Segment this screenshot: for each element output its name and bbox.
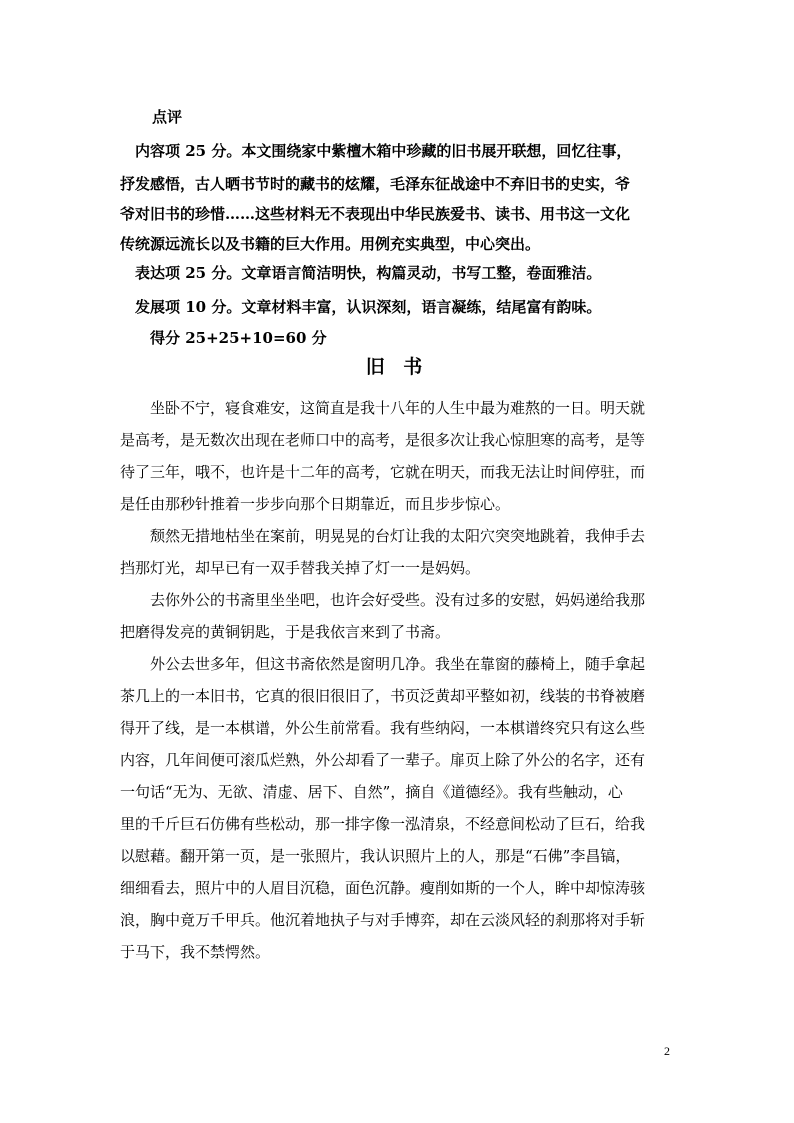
review-line: 传统源远流长以及书籍的巨大作用。用例充实典型，中心突出。 xyxy=(120,235,541,253)
review-heading: 点评 xyxy=(152,108,183,126)
review-line: 抒发感悟，古人晒书节时的藏书的炫耀，毛泽东征战途中不弃旧书的史实，爷 xyxy=(120,175,631,193)
review-line: 表达项 25 分。文章语言简洁明快，构篇灵动，书写工整，卷面雅洁。 xyxy=(120,264,602,282)
essay-line: 细细看去，照片中的人眉目沉稳，面色沉静。瘦削如斯的一个人，眸中却惊涛骇 xyxy=(120,879,646,897)
essay-line: 里的千斤巨石仿佛有些松动，那一排字像一泓清泉，不经意间松动了巨石，给我 xyxy=(120,815,646,833)
essay-line: 得开了线，是一本棋谱，外公生前常看。我有些纳闷，一本棋谱终究只有这么些 xyxy=(120,719,646,737)
essay-line: 内容，几年间便可滚瓜烂熟，外公却看了一辈子。扉页上除了外公的名字，还有 xyxy=(120,751,646,769)
essay-line: 颓然无措地枯坐在案前，明晃晃的台灯让我的太阳穴突突地跳着，我伸手去 xyxy=(120,527,646,545)
essay-line: 一句话“无为、无欲、清虚、居下、自然”，摘自《道德经》。我有些触动，心 xyxy=(120,783,623,801)
essay-line: 茶几上的一本旧书，它真的很旧很旧了，书页泛黄却平整如初，线装的书脊被磨 xyxy=(120,687,646,705)
essay-line: 外公去世多年，但这书斋依然是窗明几净。我坐在靠窗的藤椅上，随手拿起 xyxy=(120,655,646,673)
essay-line: 坐卧不宁，寝食难安，这简直是我十八年的人生中最为难熬的一日。明天就 xyxy=(120,399,646,417)
page-number: 2 xyxy=(664,1044,670,1058)
essay-title: 旧 书 xyxy=(365,356,429,378)
essay-line: 浪，胸中竟万千甲兵。他沉着地执子与对手博弈，却在云淡风轻的刹那将对手斩 xyxy=(120,911,646,929)
essay-line: 把磨得发亮的黄铜钥匙，于是我依言来到了书斋。 xyxy=(120,623,451,641)
review-line: 发展项 10 分。文章材料丰富，认识深刻，语言凝练，结尾富有韵味。 xyxy=(120,298,602,316)
essay-line: 是任由那秒针推着一步步向那个日期靠近，而且步步惊心。 xyxy=(120,495,511,513)
essay-line: 是高考，是无数次出现在老师口中的高考，是很多次让我心惊胆寒的高考，是等 xyxy=(120,431,646,449)
essay-line: 以慰藉。翻开第一页，是一张照片，我认识照片上的人，那是“石佛”李昌镐， xyxy=(120,847,631,865)
essay-line: 待了三年，哦不，也许是十二年的高考，它就在明天，而我无法让时间停驻，而 xyxy=(120,463,646,481)
essay-line: 去你外公的书斋里坐坐吧，也许会好受些。没有过多的安慰，妈妈递给我那 xyxy=(120,591,646,609)
review-score: 得分 25+25+10=60 分 xyxy=(120,329,327,347)
essay-line: 挡那灯光，却早已有一双手替我关掉了灯一一是妈妈。 xyxy=(120,559,481,577)
review-line: 内容项 25 分。本文围绕家中紫檀木箱中珍藏的旧书展开联想，回忆往事， xyxy=(120,142,632,160)
essay-line: 于马下，我不禁愕然。 xyxy=(120,943,271,961)
review-line: 爷对旧书的珍惜……这些材料无不表现出中华民族爱书、读书、用书这一文化 xyxy=(120,205,631,223)
